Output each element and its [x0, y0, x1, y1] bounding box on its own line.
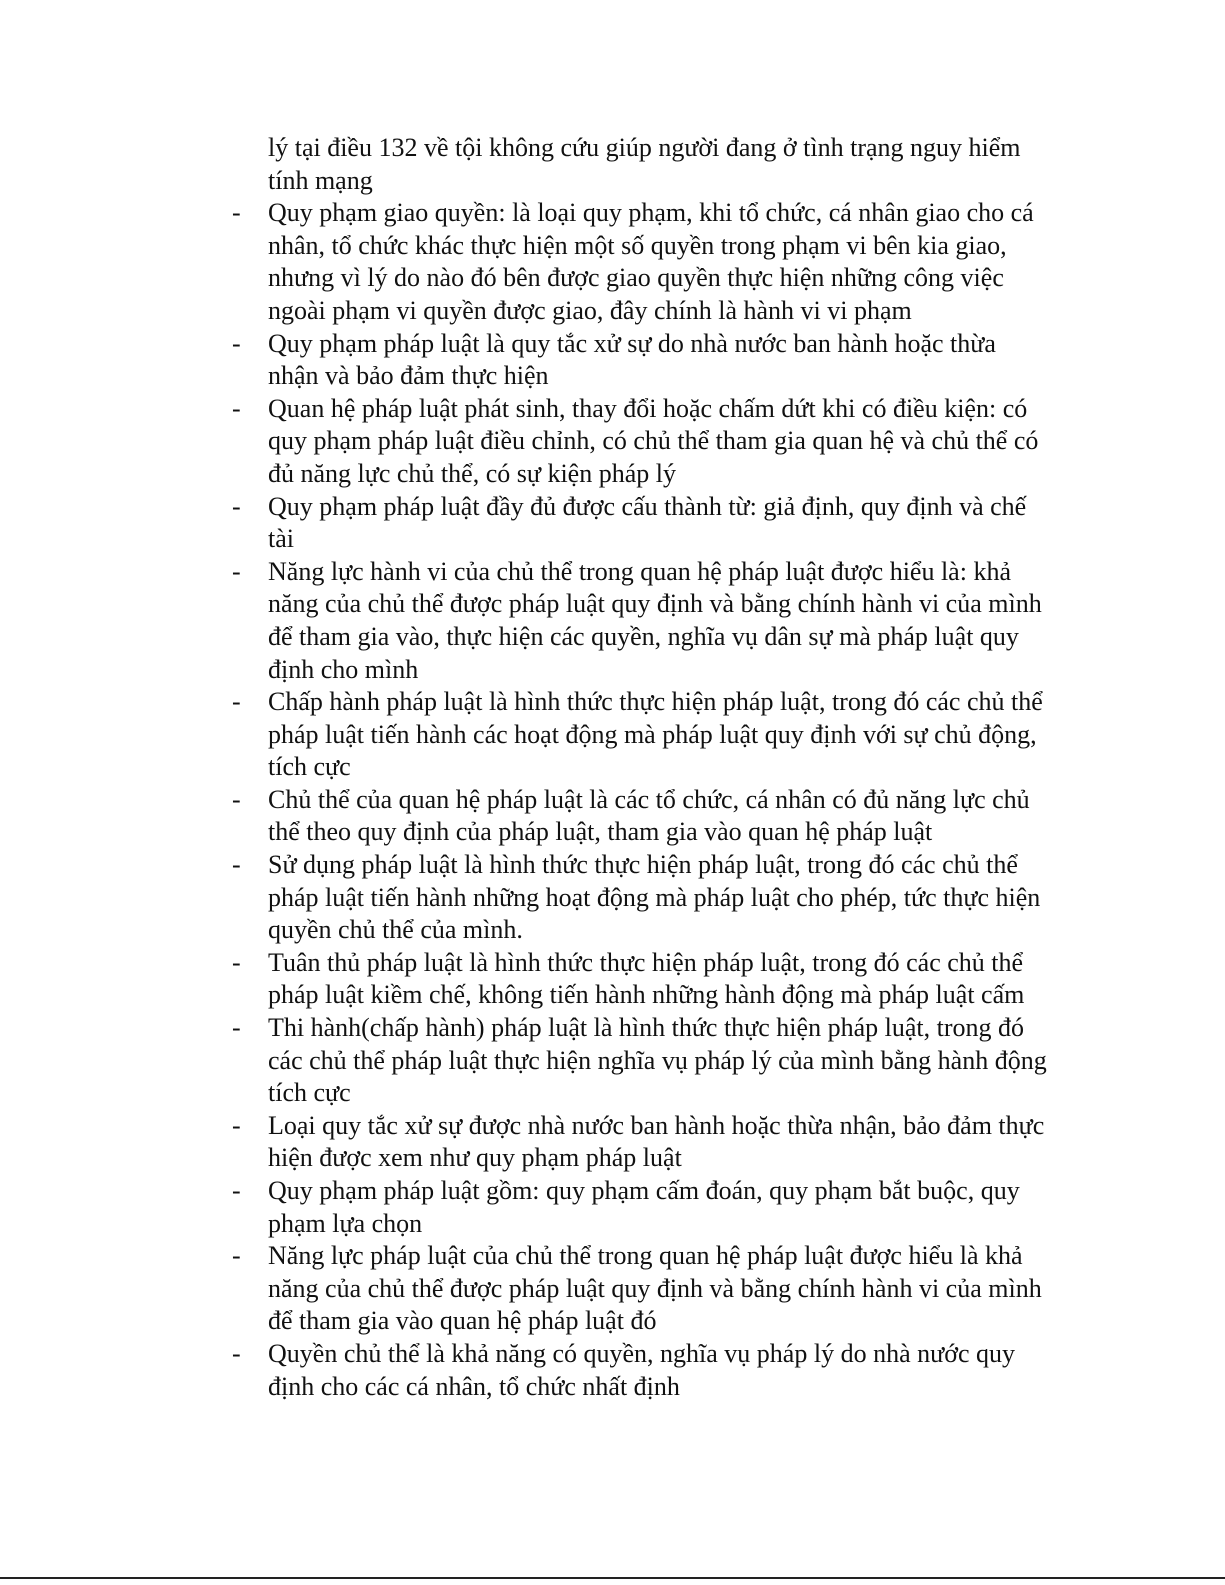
- dash-bullet: -: [232, 1013, 241, 1043]
- list-item-text: Thi hành(chấp hành) pháp luật là hình thức thực hiện pháp luật, trong đó các chủ thể pháp luật thực hiện nghĩa vụ pháp lý của mình bằng hành động tích cực: [268, 1013, 1047, 1108]
- list-item: [232, 328, 1048, 393]
- list-item-text: Loại quy tắc xử sự được nhà nước ban hành hoặc thừa nhận, bảo đảm thực hiện được xem như quy phạm pháp luật: [268, 1110, 1045, 1173]
- list-item-text: Chấp hành pháp luật là hình thức thực hiện pháp luật, trong đó các chủ thể pháp luật tiến hành các hoạt động mà pháp luật quy định với sự chủ động, tích cực: [268, 687, 1043, 782]
- continuation-paragraph: lý tại điều 132 về tội không cứu giúp người đang ở tình trạng nguy hiểm tính mạng: [268, 133, 1021, 195]
- dash-bullet: -: [232, 328, 241, 358]
- list-item-text: Sử dụng pháp luật là hình thức thực hiện pháp luật, trong đó các chủ thể pháp luật tiến hành những hoạt động mà pháp luật cho phép, tức thực hiện quyền chủ thể của mình.: [268, 850, 1041, 945]
- list-item: [232, 1175, 1048, 1240]
- list-item-text: Quyền chủ thể là khả năng có quyền, nghĩa vụ pháp lý do nhà nước quy định cho các cá nhân, tổ chức nhất định: [268, 1338, 1015, 1401]
- list-item: [232, 491, 1048, 556]
- list-item-text: Năng lực hành vi của chủ thể trong quan hệ pháp luật được hiểu là: khả năng của chủ thể được pháp luật quy định và bằng chính hành vi của mình để tham gia vào, thực hiện các quyền, nghĩa vụ dân sự mà pháp luật quy định cho mình: [268, 556, 1042, 684]
- list-item: [232, 1240, 1048, 1338]
- list-item: [232, 686, 1048, 784]
- list-item: [232, 197, 1048, 327]
- document-body: [232, 132, 1048, 1403]
- list-item: [232, 947, 1048, 1012]
- dash-bullet: -: [232, 1176, 241, 1205]
- dash-bullet: -: [232, 1338, 241, 1368]
- list-item: [232, 1338, 1048, 1403]
- list-item: [232, 849, 1048, 947]
- dash-bullet: -: [232, 947, 241, 977]
- dash-bullet: -: [232, 198, 241, 228]
- bullet-list: [232, 197, 1048, 1403]
- list-item-text: Quy phạm pháp luật gồm: quy phạm cấm đoán, quy phạm bắt buộc, quy phạm lựa chọn: [268, 1176, 1020, 1238]
- list-item-text: Chủ thể của quan hệ pháp luật là các tổ chức, cá nhân có đủ năng lực chủ thể theo quy định của pháp luật, tham gia vào quan hệ pháp luật: [268, 784, 1030, 847]
- list-item: [232, 784, 1048, 849]
- list-item: [232, 393, 1048, 491]
- dash-bullet: -: [232, 1110, 241, 1140]
- list-item-text: Năng lực pháp luật của chủ thể trong quan hệ pháp luật được hiểu là khả năng của chủ thể được pháp luật quy định và bằng chính hành vi của mình để tham gia vào quan hệ pháp luật đó: [268, 1241, 1042, 1336]
- list-item: [232, 556, 1048, 686]
- list-item-text: Quy phạm pháp luật là quy tắc xử sự do nhà nước ban hành hoặc thừa nhận và bảo đảm thực hiện: [268, 328, 996, 391]
- dash-bullet: -: [232, 393, 241, 423]
- dash-bullet: -: [232, 850, 241, 880]
- dash-bullet: -: [232, 1241, 241, 1271]
- list-item-text: Quan hệ pháp luật phát sinh, thay đổi hoặc chấm dứt khi có điều kiện: có quy phạm pháp luật điều chỉnh, có chủ thể tham gia quan hệ và chủ thể có đủ năng lực chủ thể, có sự kiện pháp lý: [268, 393, 1039, 488]
- list-item: [232, 1110, 1048, 1175]
- list-item: [232, 1012, 1048, 1110]
- dash-bullet: -: [232, 556, 241, 586]
- dash-bullet: -: [232, 687, 241, 717]
- list-item-text: Tuân thủ pháp luật là hình thức thực hiện pháp luật, trong đó các chủ thể pháp luật kiềm chế, không tiến hành những hành động mà pháp luật cấm: [268, 947, 1025, 1010]
- dash-bullet: -: [232, 784, 241, 814]
- list-item-text: Quy phạm pháp luật đầy đủ được cấu thành từ: giả định, quy định và chế tài: [268, 491, 1027, 554]
- bottom-divider: [0, 1577, 1225, 1579]
- list-item-text: Quy phạm giao quyền: là loại quy phạm, khi tổ chức, cá nhân giao cho cá nhân, tổ chức khác thực hiện một số quyền trong phạm vi bên kia giao, nhưng vì lý do nào đó bên được giao quyền thực hiện những công việc ngoài phạm vi quyền được giao, đây chính là hành vi vi phạm: [268, 198, 1034, 325]
- dash-bullet: -: [232, 491, 241, 521]
